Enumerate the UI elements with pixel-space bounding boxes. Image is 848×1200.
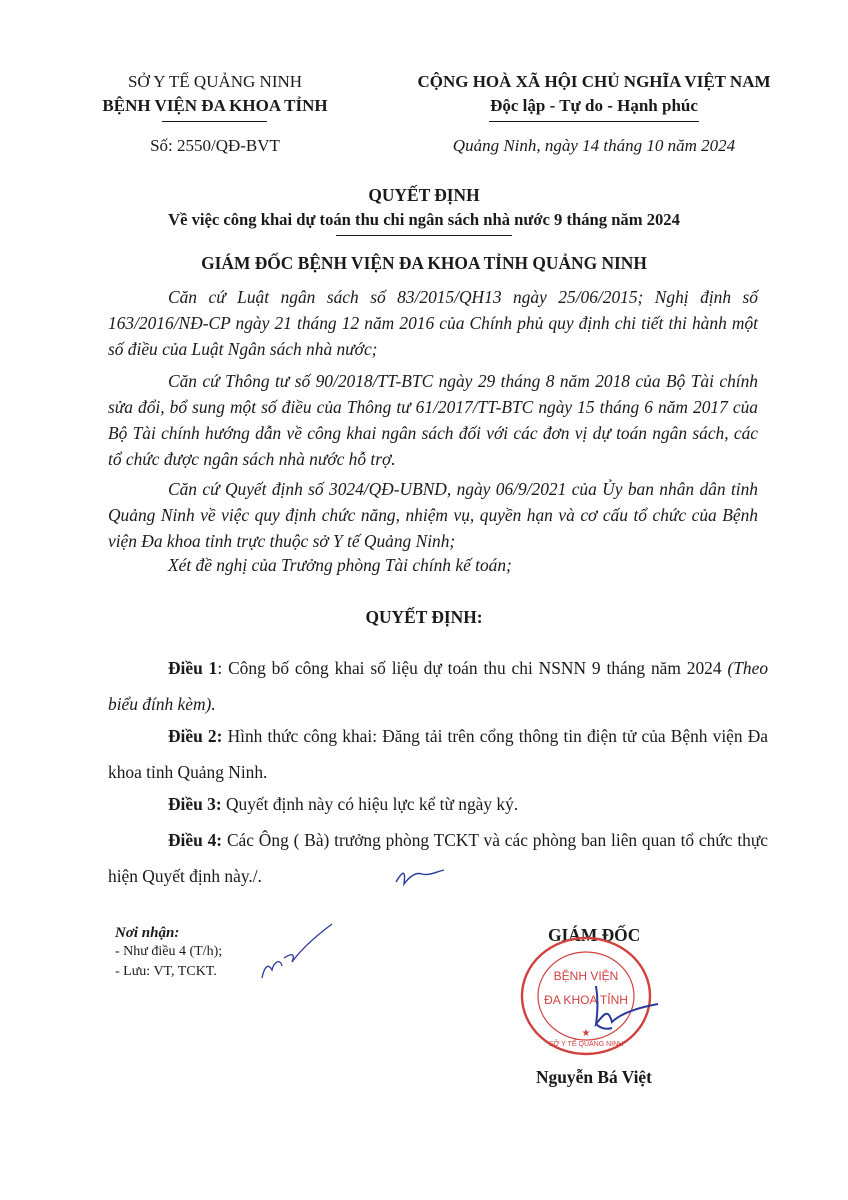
recipients-heading: Nơi nhận:	[115, 925, 180, 941]
article-4-text: Các Ông ( Bà) trưởng phòng TCKT và các phòng ban liên quan tổ chức thực hiện Quyết định này./.	[108, 830, 768, 886]
article-3	[108, 786, 768, 822]
stamp-star-icon: ★	[581, 1028, 591, 1039]
article-1-sep: :	[217, 658, 223, 678]
issuing-authority: GIÁM ĐỐC BỆNH VIỆN ĐA KHOA TỈNH QUẢNG NINH	[201, 253, 647, 273]
national-title	[392, 70, 796, 118]
article-1-label: Điều 1	[168, 658, 218, 678]
left-header-rule	[162, 121, 267, 122]
article-2-label: Điều 2:	[168, 726, 223, 746]
article-1-text: Công bố công khai số liệu dự toán thu chi NSNN 9 tháng năm 2024	[222, 658, 728, 678]
article-2	[108, 718, 768, 790]
preamble-decision: Căn cứ Quyết định số 3024/QĐ-UBND, ngày 06/9/2021 của Ủy ban nhân dân tỉnh Quảng Ninh về việc quy định chức năng, nhiệm vụ, quyền hạn và cơ cấu tổ chức của Bệnh viện Đa khoa tỉnh trực thuộc sở Y tế Quảng Ninh;	[108, 479, 758, 551]
director-signature	[586, 978, 666, 1038]
right-header-rule	[489, 121, 699, 122]
article-3-text: Quyết định này có hiệu lực kể từ ngày ký.	[221, 794, 519, 814]
preamble-law: Căn cứ Luật ngân sách số 83/2015/QH13 ngày 25/06/2015; Nghị định số 163/2016/NĐ-CP ngày 21 tháng 12 năm 2016 của Chính phủ quy định chi tiết thi hành một số điều của Luật Ngân sách nhà nước;	[108, 287, 758, 359]
decision-heading: QUYẾT ĐỊNH:	[365, 607, 483, 627]
recipient-1: - Như điều 4 (T/h);	[115, 944, 223, 959]
signature-title: GIÁM ĐỐC	[548, 925, 641, 945]
document-number: Số: 2550/QĐ-BVT	[150, 136, 280, 155]
stamp-ring-text: SỞ Y TẾ QUẢNG NINH	[548, 1041, 624, 1048]
subject-rule	[336, 235, 512, 236]
stamp-line-2: ĐA KHOA TỈNH	[544, 993, 628, 1007]
article-1	[108, 650, 768, 722]
document-subject: Về việc công khai dự toán thu chi ngân sách nhà nước 9 tháng năm 2024	[168, 210, 680, 229]
hospital-name: BỆNH VIỆN ĐA KHOA TỈNH	[102, 96, 328, 115]
issuing-agency	[60, 70, 370, 118]
article-4-label: Điều 4:	[168, 830, 223, 850]
republic-name: CỘNG HOÀ XÃ HỘI CHỦ NGHĨA VIỆT NAM	[417, 72, 771, 91]
place-and-date: Quảng Ninh, ngày 14 tháng 10 năm 2024	[452, 136, 736, 155]
signer-name: Nguyễn Bá Việt	[536, 1067, 652, 1087]
initial-mark	[392, 862, 448, 892]
article-2-text: Hình thức công khai: Đăng tải trên cổng thông tin điện tử của Bệnh viện Đa khoa tỉnh Quảng Ninh.	[108, 726, 768, 782]
parent-agency: SỞ Y TẾ QUẢNG NINH	[127, 72, 303, 91]
handwritten-note	[256, 918, 336, 982]
preamble-circular: Căn cứ Thông tư số 90/2018/TT-BTC ngày 29 tháng 8 năm 2018 của Bộ Tài chính sửa đổi, bổ sung một số điều của Thông tư 61/2017/TT-BTC ngày 15 tháng 6 năm 2017 của Bộ Tài chính hướng dẫn về công khai ngân sách đối với các đơn vị dự toán ngân sách, các tổ chức được ngân sách nhà nước hỗ trợ.	[108, 371, 758, 469]
recipient-2: - Lưu: VT, TCKT.	[115, 964, 217, 979]
preamble-proposal: Xét đề nghị của Trưởng phòng Tài chính kế toán;	[168, 555, 512, 575]
motto: Độc lập - Tự do - Hạnh phúc	[490, 96, 698, 115]
document-title: QUYẾT ĐỊNH	[368, 185, 480, 205]
article-3-label: Điều 3:	[168, 794, 222, 814]
article-1-note: (Theo biểu đính kèm).	[108, 658, 769, 714]
stamp-line-1: BỆNH VIỆN	[553, 969, 619, 983]
